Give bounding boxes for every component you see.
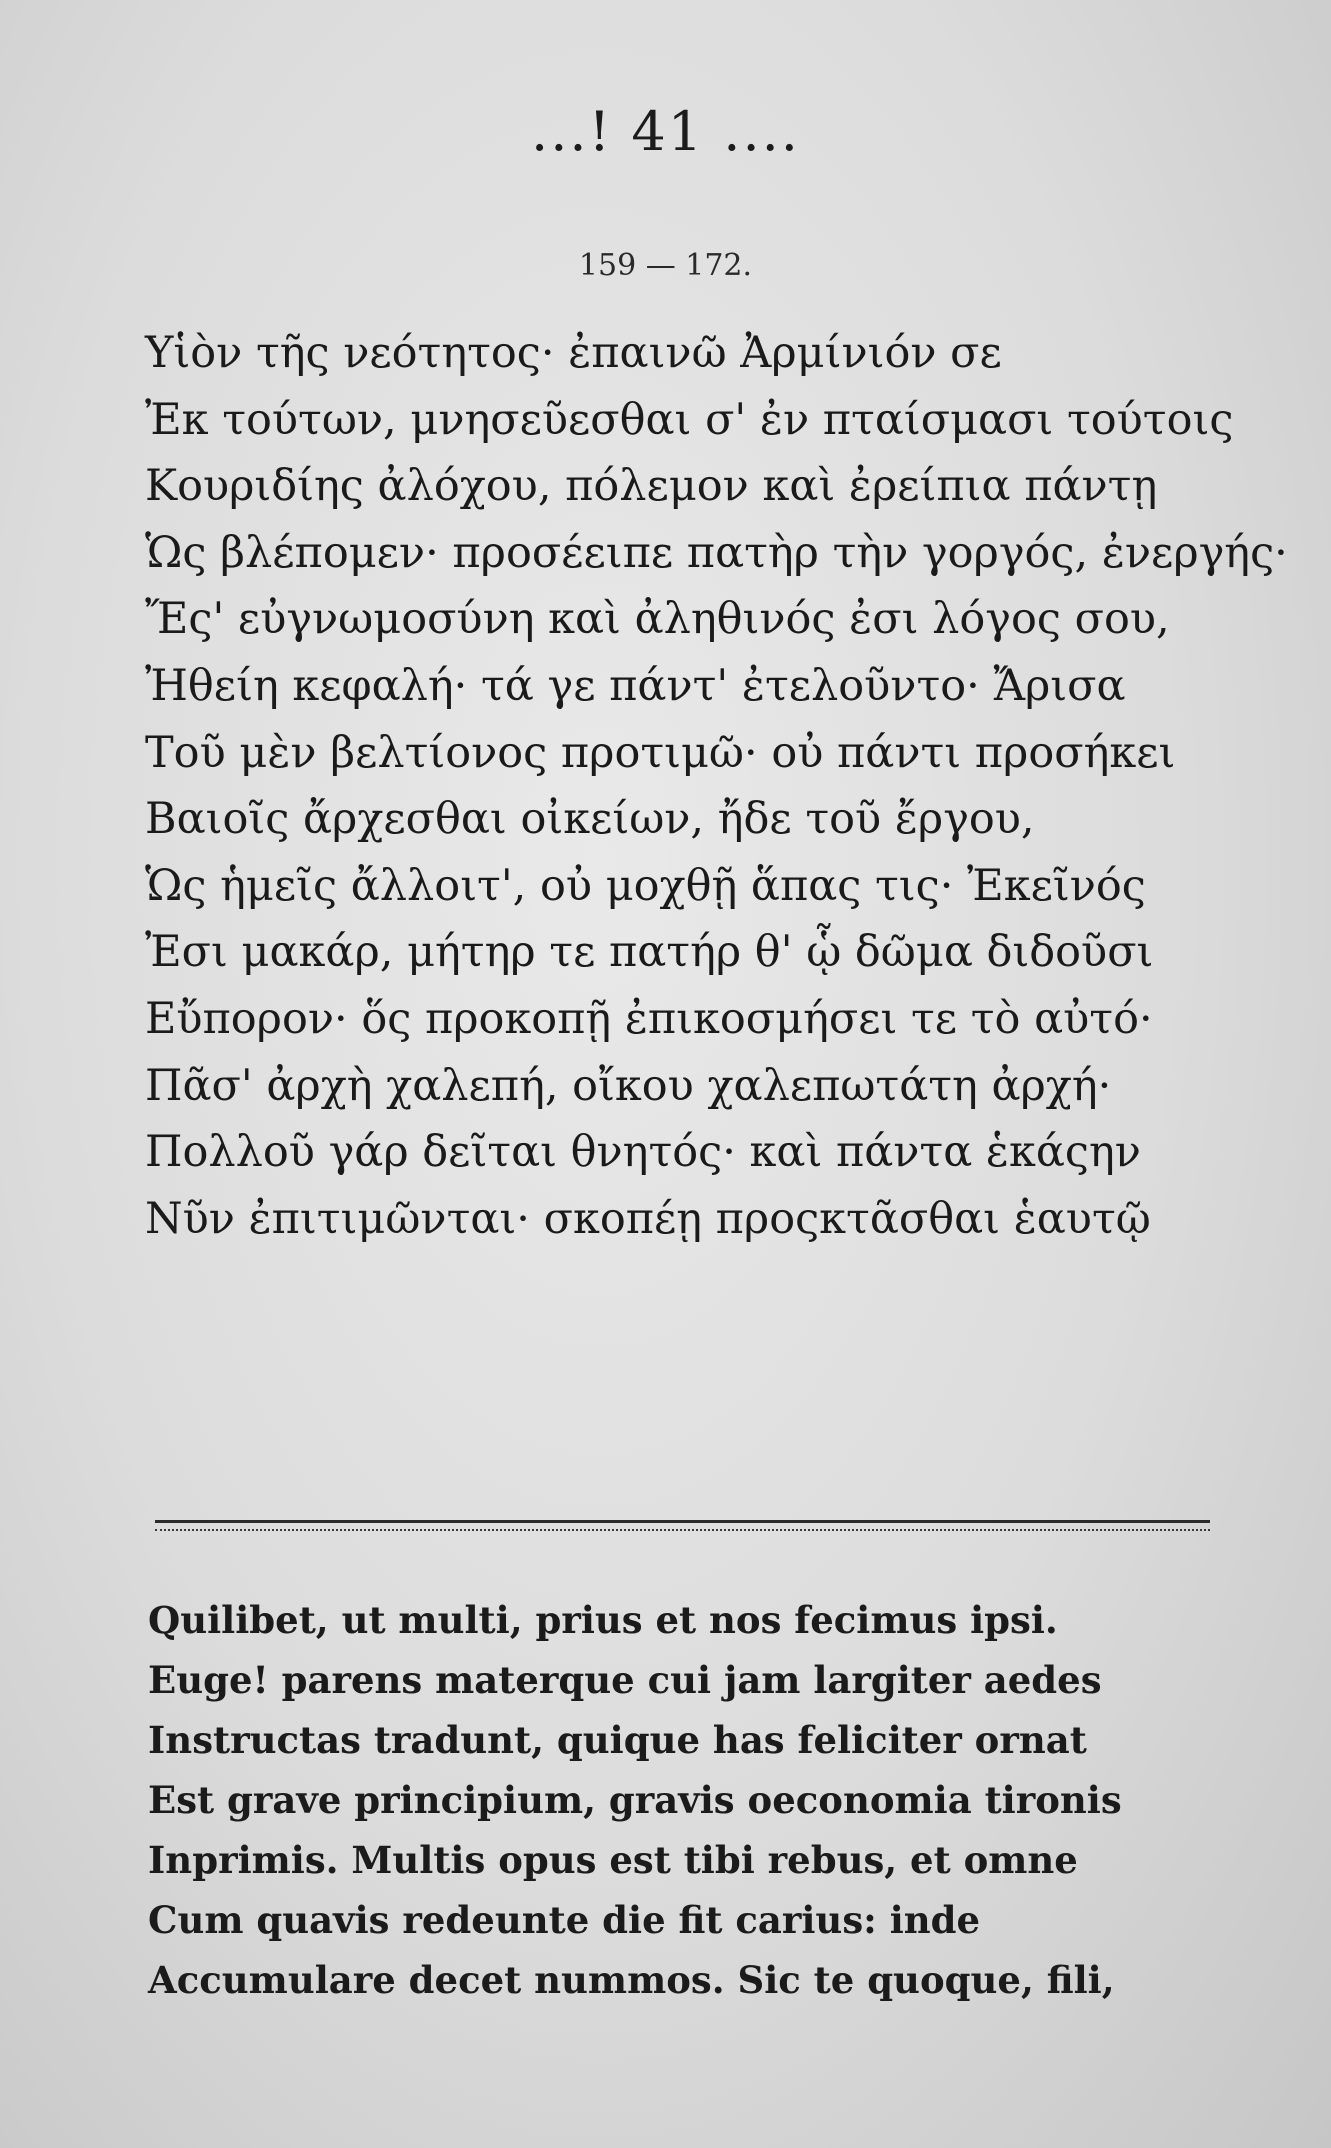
greek-line: Ἐσι μακάρ, μήτηρ τε πατήρ θ' ᾧ δῶμα διδοῦσι	[145, 927, 1154, 978]
greek-verse-block	[145, 320, 1288, 1252]
greek-line: Τοῦ μὲν βελτίονος προτιμῶ· οὐ πάντι προσήκει	[145, 727, 1176, 778]
greek-line: Βαιοῖς ἄρχεσθαι οἰκείων, ἤδε τοῦ ἔργου,	[145, 794, 1035, 845]
greek-line: Ἠθείη κεφαλή· τά γε πάντ' ἐτελοῦντο· Ἄρισα	[145, 660, 1126, 711]
greek-line: Κουριδίης ἀλόχου, πόλεμον καὶ ἐρείπια πάντῃ	[145, 461, 1158, 512]
greek-line: Εὔπορον· ὅς προκοπῇ ἐπικοσμήσει τε τὸ αὐτό·	[145, 993, 1153, 1044]
greek-line: Πᾶσ' ἀρχὴ χαλεπή, οἴκου χαλεπωτάτη ἀρχή·	[145, 1060, 1112, 1111]
greek-line: Ἔς' εὐγνωμοσύνη καὶ ἀληθινός ἐσι λόγος σου,	[145, 594, 1170, 645]
page-number: ...! 41 ....	[531, 100, 800, 163]
latin-line: Accumulare decet nummos. Sic te quoque, fili,	[148, 1958, 1115, 2002]
greek-line: Πολλοῦ γάρ δεῖται θνητός· καὶ πάντα ἑκάςην	[145, 1127, 1141, 1178]
greek-line: Νῦν ἐπιτιμῶνται· σκοπέῃ προςκτᾶσθαι ἑαυτῷ	[145, 1193, 1151, 1244]
greek-line: Ἐκ τούτων, μνησεῦεσθαι σ' ἐν πταίσμασι τούτοις	[145, 394, 1234, 445]
latin-line: Est grave principium, gravis oeconomia tironis	[148, 1778, 1122, 1822]
latin-line: Euge! parens materque cui jam largiter aedes	[148, 1658, 1102, 1702]
verse-range: 159 — 172.	[578, 248, 753, 283]
latin-line: Inprimis. Multis opus est tibi rebus, et omne	[148, 1838, 1078, 1882]
greek-line: Ὡς βλέπομεν· προσέειπε πατὴρ τὴν γοργός, ἐνεργής·	[145, 527, 1288, 578]
greek-line: Υἱὸν τῆς νεότητος· ἐπαινῶ Ἀρμίνιόν σε	[145, 328, 1002, 378]
latin-verse-block	[148, 1590, 1188, 2010]
section-divider	[155, 1520, 1210, 1531]
latin-line: Quilibet, ut multi, prius et nos fecimus ipsi.	[148, 1598, 1058, 1642]
latin-line: Instructas tradunt, quique has feliciter ornat	[148, 1718, 1087, 1762]
greek-line: Ὡς ἡμεῖς ἄλλοιτ', οὐ μοχθῇ ἅπας τις· Ἐκεῖνός	[145, 860, 1146, 911]
latin-line: Cum quavis redeunte die fit carius: inde	[148, 1898, 981, 1942]
